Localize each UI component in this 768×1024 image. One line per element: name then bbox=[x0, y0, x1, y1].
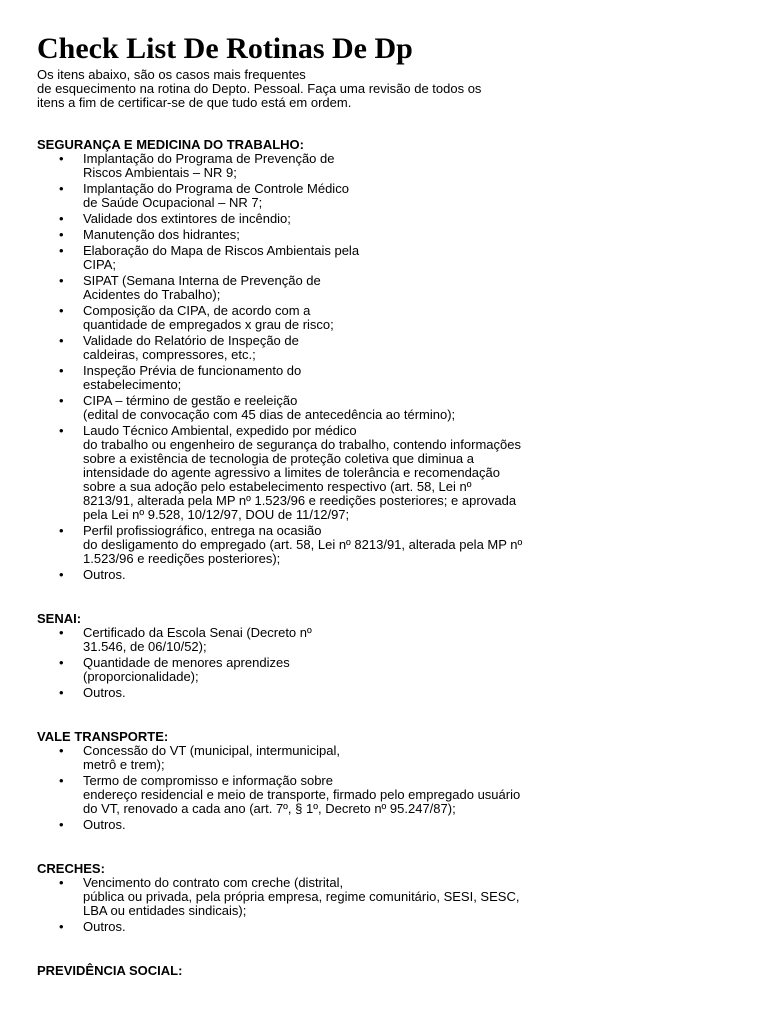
list-item-text: Inspeção Prévia de funcionamento do bbox=[83, 363, 302, 378]
section-vale-transporte bbox=[37, 730, 737, 832]
list-item bbox=[37, 182, 737, 210]
section-senai bbox=[37, 612, 737, 700]
list-item-text: LBA ou entidades sindicais); bbox=[83, 903, 247, 918]
list-item bbox=[37, 818, 737, 832]
list-item-text: (proporcionalidade); bbox=[83, 669, 199, 684]
list-item bbox=[37, 364, 737, 392]
list-item-text: CIPA; bbox=[83, 257, 116, 272]
list-item-text: Outros. bbox=[83, 685, 126, 700]
list-item-text: 31.546, de 06/10/52); bbox=[83, 639, 207, 654]
list-item bbox=[37, 304, 737, 332]
list-item-text: 1.523/96 e reedições posteriores); bbox=[83, 551, 281, 566]
list-item-text: intensidade do agente agressivo a limites de tolerância e recomendação bbox=[83, 465, 500, 480]
section-previdencia bbox=[37, 964, 737, 978]
list-item-text: pela Lei nº 9.528, 10/12/97, DOU de 11/12/97; bbox=[83, 507, 350, 522]
section-title: CRECHES: bbox=[37, 861, 105, 876]
intro-paragraph bbox=[37, 68, 737, 110]
list-item-text: estabelecimento; bbox=[83, 377, 182, 392]
list-item-text: Outros. bbox=[83, 919, 126, 934]
list-item-text: 8213/91, alterada pela MP nº 1.523/96 e reedições posteriores; e aprovada bbox=[83, 493, 517, 508]
bullet-icon: • bbox=[59, 393, 64, 408]
list-item-text: SIPAT (Semana Interna de Prevenção de bbox=[83, 273, 321, 288]
document-title: Check List De Rotinas De Dp bbox=[37, 32, 413, 65]
list-item bbox=[37, 568, 737, 582]
section-title: VALE TRANSPORTE: bbox=[37, 729, 169, 744]
list-item bbox=[37, 656, 737, 684]
list-item bbox=[37, 744, 737, 772]
list-item-text: metrô e trem); bbox=[83, 757, 165, 772]
list-item bbox=[37, 394, 737, 422]
section-title: PREVIDÊNCIA SOCIAL: bbox=[37, 963, 183, 978]
bullet-icon: • bbox=[59, 743, 64, 758]
section-seguranca bbox=[37, 138, 737, 582]
list-item-text: Perfil profissiográfico, entrega na ocasião bbox=[83, 523, 322, 538]
list-item-text: Riscos Ambientais – NR 9; bbox=[83, 165, 237, 180]
list-item-text: Manutenção dos hidrantes; bbox=[83, 227, 240, 242]
checklist bbox=[37, 152, 737, 582]
bullet-icon: • bbox=[59, 817, 64, 832]
list-item-text: Validade dos extintores de incêndio; bbox=[83, 211, 291, 226]
list-item-text: (edital de convocação com 45 dias de antecedência ao término); bbox=[83, 407, 456, 422]
bullet-icon: • bbox=[59, 423, 64, 438]
bullet-icon: • bbox=[59, 655, 64, 670]
list-item bbox=[37, 626, 737, 654]
list-item-text: CIPA – término de gestão e reeleição bbox=[83, 393, 298, 408]
list-item-text: Vencimento do contrato com creche (distrital, bbox=[83, 875, 344, 890]
bullet-icon: • bbox=[59, 363, 64, 378]
document-page bbox=[37, 32, 737, 978]
list-item-text: Outros. bbox=[83, 817, 126, 832]
list-item-text: do trabalho ou engenheiro de segurança do trabalho, contendo informações bbox=[83, 437, 521, 452]
list-item-text: quantidade de empregados x grau de risco; bbox=[83, 317, 334, 332]
list-item bbox=[37, 334, 737, 362]
list-item bbox=[37, 424, 737, 522]
list-item-text: Implantação do Programa de Controle Médico bbox=[83, 181, 349, 196]
list-item bbox=[37, 212, 737, 226]
bullet-icon: • bbox=[59, 211, 64, 226]
bullet-icon: • bbox=[59, 243, 64, 258]
section-title: SENAI: bbox=[37, 611, 82, 626]
bullet-icon: • bbox=[59, 227, 64, 242]
list-item bbox=[37, 920, 737, 934]
bullet-icon: • bbox=[59, 333, 64, 348]
checklist bbox=[37, 626, 737, 700]
list-item-text: Laudo Técnico Ambiental, expedido por médico bbox=[83, 423, 357, 438]
list-item-text: Termo de compromisso e informação sobre bbox=[83, 773, 333, 788]
list-item-text: do VT, renovado a cada ano (art. 7º, § 1º, Decreto nº 95.247/87); bbox=[83, 801, 456, 816]
list-item-text: caldeiras, compressores, etc.; bbox=[83, 347, 256, 362]
list-item-text: sobre a existência de tecnologia de proteção coletiva que diminua a bbox=[83, 451, 474, 466]
list-item-text: Concessão do VT (municipal, intermunicipal, bbox=[83, 743, 340, 758]
list-item-text: Acidentes do Trabalho); bbox=[83, 287, 221, 302]
list-item bbox=[37, 876, 737, 918]
bullet-icon: • bbox=[59, 919, 64, 934]
list-item bbox=[37, 244, 737, 272]
section-creches bbox=[37, 862, 737, 934]
section-title: SEGURANÇA E MEDICINA DO TRABALHO: bbox=[37, 137, 304, 152]
bullet-icon: • bbox=[59, 625, 64, 640]
bullet-icon: • bbox=[59, 273, 64, 288]
intro-line: de esquecimento na rotina do Depto. Pessoal. Faça uma revisão de todos os bbox=[37, 81, 482, 96]
list-item bbox=[37, 774, 737, 816]
list-item-text: Composição da CIPA, de acordo com a bbox=[83, 303, 311, 318]
intro-line: itens a fim de certificar-se de que tudo está em ordem. bbox=[37, 95, 352, 110]
list-item-text: endereço residencial e meio de transporte, firmado pelo empregado usuário bbox=[83, 787, 521, 802]
list-item-text: Quantidade de menores aprendizes bbox=[83, 655, 290, 670]
bullet-icon: • bbox=[59, 523, 64, 538]
list-item-text: Elaboração do Mapa de Riscos Ambientais pela bbox=[83, 243, 360, 258]
list-item-text: do desligamento do empregado (art. 58, Lei nº 8213/91, alterada pela MP nº bbox=[83, 537, 523, 552]
checklist bbox=[37, 876, 737, 934]
list-item bbox=[37, 274, 737, 302]
bullet-icon: • bbox=[59, 151, 64, 166]
list-item bbox=[37, 686, 737, 700]
list-item-text: de Saúde Ocupacional – NR 7; bbox=[83, 195, 263, 210]
list-item-text: sobre a sua adoção pelo estabelecimento respectivo (art. 58, Lei nº bbox=[83, 479, 472, 494]
bullet-icon: • bbox=[59, 567, 64, 582]
intro-line: Os itens abaixo, são os casos mais frequentes bbox=[37, 67, 306, 82]
list-item-text: Validade do Relatório de Inspeção de bbox=[83, 333, 299, 348]
bullet-icon: • bbox=[59, 181, 64, 196]
list-item-text: pública ou privada, pela própria empresa, regime comunitário, SESI, SESC, bbox=[83, 889, 520, 904]
bullet-icon: • bbox=[59, 685, 64, 700]
list-item bbox=[37, 228, 737, 242]
list-item-text: Implantação do Programa de Prevenção de bbox=[83, 151, 335, 166]
list-item-text: Certificado da Escola Senai (Decreto nº bbox=[83, 625, 312, 640]
bullet-icon: • bbox=[59, 875, 64, 890]
list-item-text: Outros. bbox=[83, 567, 126, 582]
list-item bbox=[37, 152, 737, 180]
list-item bbox=[37, 524, 737, 566]
bullet-icon: • bbox=[59, 773, 64, 788]
bullet-icon: • bbox=[59, 303, 64, 318]
checklist bbox=[37, 744, 737, 832]
